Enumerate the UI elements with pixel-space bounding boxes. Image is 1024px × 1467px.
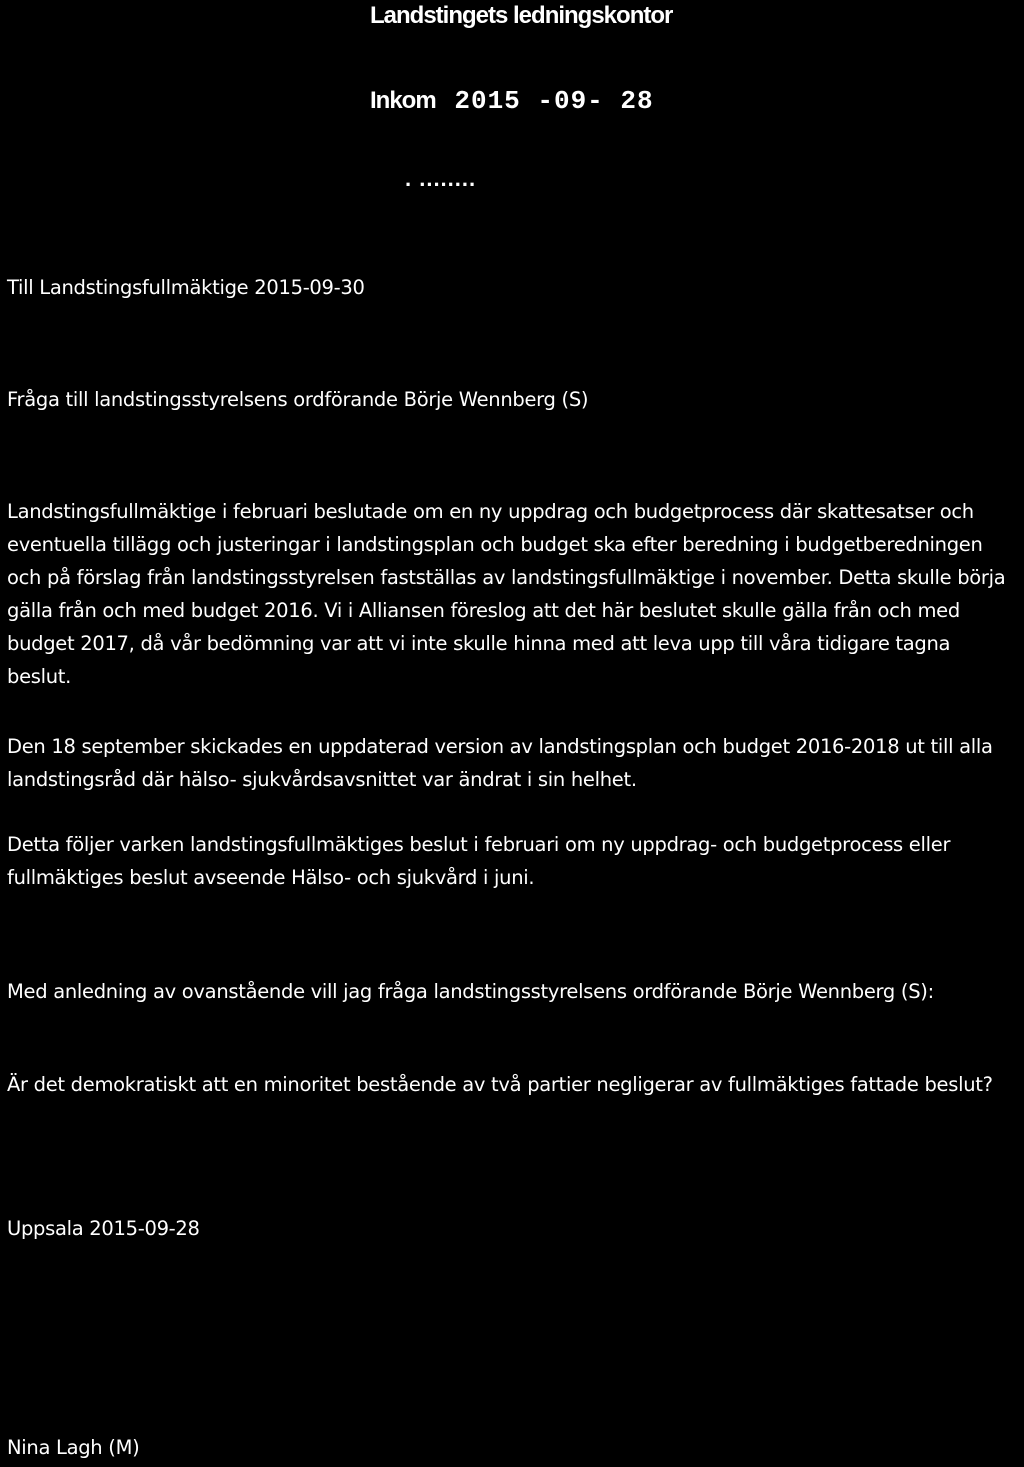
question-paragraph: Är det demokratiskt att en minoritet bestående av två partier negligerar av fullmäktiges fattade beslut? [7, 1073, 993, 1096]
question-intro-paragraph: Med anledning av ovanstående vill jag fråga landstingsstyrelsens ordförande Börje Wennberg (S): [7, 980, 934, 1003]
stamp-office-name: Landstingets ledningskontor [370, 2, 673, 29]
body-paragraph: Landstingsfullmäktige i februari beslutade om en ny uppdrag och budgetprocess där skattesatser och eventuella tillägg och justeringar i landstingsplan och budget ska efter beredning i budgetberedningen och på förslag från landstingsstyrelsen fastställas av landstingsfullmäktige i november. Detta skulle börja gälla från och med budget 2016. Vi i Alliansen föreslog att det här beslutet skulle gälla från och med budget 2017, då vår bedömning var att vi inte skulle hinna med att leva upp till våra tidigare tagna beslut. [7, 500, 1006, 688]
stamp-received-label: Inkom [370, 87, 436, 114]
stamp-received-date: 2015 -09- 28 [454, 86, 654, 116]
stamp-received [370, 86, 654, 116]
subject-line: Fråga till landstingsstyrelsens ordförande Börje Wennberg (S) [7, 388, 589, 411]
body-paragraph: Den 18 september skickades en uppdaterad version av landstingsplan och budget 2016-2018 ut till alla landstingsråd där hälso- sjukvårdsavsnittet var ändrat i sin helhet. [7, 735, 993, 791]
signature: Nina Lagh (M) [7, 1436, 140, 1459]
body-paragraph: Detta följer varken landstingsfullmäktiges beslut i februari om ny uppdrag- och budgetprocess eller fullmäktiges beslut avseende Hälso- och sjukvård i juni. [7, 833, 951, 889]
place-date: Uppsala 2015-09-28 [7, 1217, 200, 1240]
stamp-reference-dots: . ........ [405, 166, 477, 191]
recipient-line: Till Landstingsfullmäktige 2015-09-30 [7, 276, 365, 299]
